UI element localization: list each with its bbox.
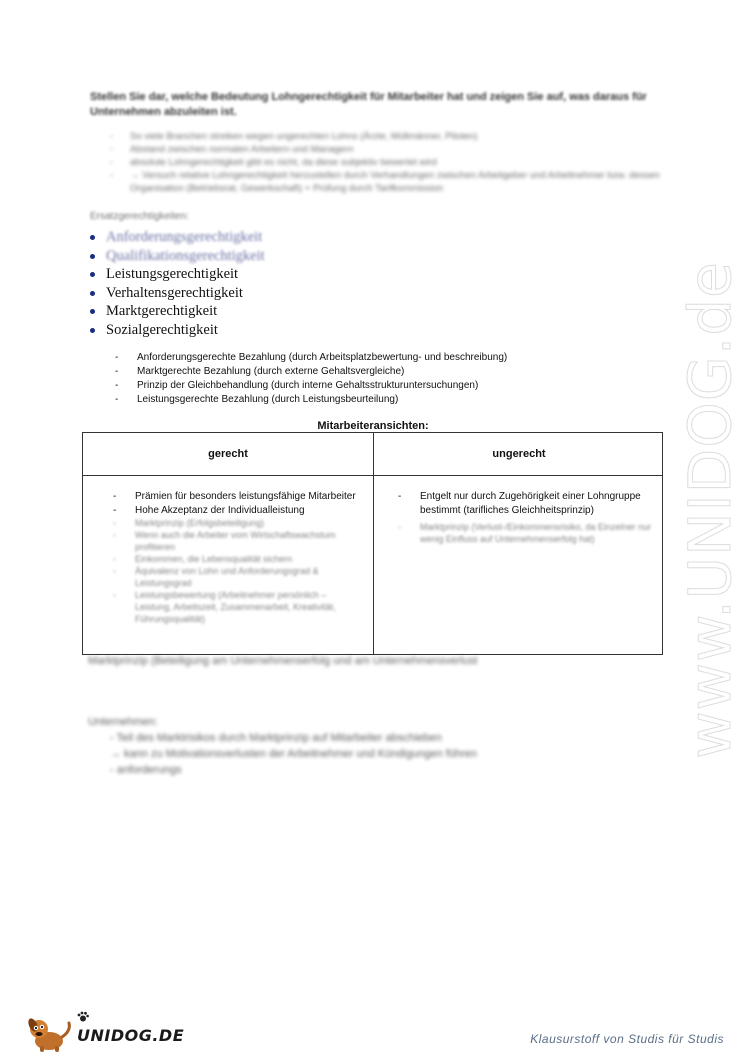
- bullet-item: Leistungsgerechtigkeit: [90, 265, 265, 284]
- table-cell-gerecht: [113, 490, 363, 625]
- list-item: - Wenn auch die Arbeiter vom Wirtschaftswachstum profitieren: [113, 529, 363, 553]
- question-heading: Stellen Sie dar, welche Bedeutung Lohngerechtigkeit für Mitarbeiter hat und zeigen Sie auf, was daraus für Unternehmen abzuleiten ist.: [90, 91, 647, 118]
- bullet-dot-icon: [90, 235, 95, 240]
- unternehmen-points: [110, 730, 630, 778]
- list-item: - Teil des Marktrisikos durch Marktprinzip auf Mitarbeiter abschieben: [110, 732, 442, 744]
- mitarbeiter-table: [82, 432, 663, 655]
- watermark: [625, 261, 750, 759]
- logo-text: UNIDOG.DE: [77, 1026, 185, 1045]
- table-title: Mitarbeiteransichten:: [317, 420, 429, 432]
- bullet-item: Marktgerechtigkeit: [90, 302, 265, 321]
- list-item: - Äquivalenz von Lohn und Anforderungsgrad & Leistungsgrad: [113, 565, 363, 589]
- list-item: - Prämien für besonders leistungsfähige Mitarbeiter: [113, 490, 363, 504]
- bullet-dot-icon: [90, 309, 95, 314]
- bullet-item: Qualifikationsgerechtigkeit: [90, 247, 265, 266]
- table-header-gerecht: gerecht: [208, 448, 248, 460]
- section-label: Ersatzgerechtigkeiten:: [90, 211, 189, 222]
- bezahlung-points: [115, 351, 675, 407]
- footer-slogan: Klausurstoff von Studis für Studis: [530, 1032, 724, 1046]
- bullet-dot-icon: [90, 291, 95, 296]
- list-item: - Anforderungsgerechte Bezahlung (durch Arbeitsplatzbewertung- und beschreibung): [115, 351, 675, 365]
- question-points: [110, 130, 660, 195]
- bullet-item: Anforderungsgerechtigkeit: [90, 228, 265, 247]
- list-item: - → Versuch relative Lohngerechtigkeit herzustellen durch Verhandlungen zwischen Arbeitgeber und Arbeitnehmer bzw. dessen Organisation (Betriebsrat, Gewerkschaft) + Prüfung durch Tarifkommission: [110, 169, 660, 195]
- list-item: - Entgelt nur durch Zugehörigkeit einer Lohngruppe bestimmt (tarifliches Gleichheitsprinzip): [398, 490, 653, 517]
- marktprinzip-line: Marktprinzip (Beteiligung am Unternehmenserfolg und am Unternehmensverlust: [88, 655, 478, 667]
- section-label: Unternehmen:: [88, 716, 158, 728]
- bullet-item: Verhaltensgerechtigkeit: [90, 284, 265, 303]
- table-cell-ungerecht: [398, 490, 653, 545]
- dog-mascot-icon: [25, 1013, 77, 1053]
- list-item: - Hohe Akzeptanz der Individualleistung: [113, 504, 363, 518]
- table-divider: [83, 475, 662, 476]
- list-item: → kann zu Motivationsverlusten der Arbeitnehmer und Kündigungen führen: [110, 748, 477, 760]
- list-item: - So viele Branchen streiken wegen ungerechten Lohns (Ärzte, Müllmänner, Piloten): [110, 130, 660, 143]
- bullet-dot-icon: [90, 328, 95, 333]
- gerechtigkeit-bullets: [90, 228, 265, 339]
- list-item: - Marktgerechte Bezahlung (durch externe Gehaltsvergleiche): [115, 365, 675, 379]
- list-item: - Marktprinzip (Verlust-/Einkommensrisiko, da Einzelner nur wenig Einfluss auf Unternehmenserfolg hat): [398, 521, 653, 545]
- bullet-dot-icon: [90, 254, 95, 259]
- list-item: - absolute Lohngerechtigkeit gibt es nicht, da diese subjektiv bewertet wird: [110, 156, 660, 169]
- watermark-text: www.UNIDOG.de: [676, 261, 744, 759]
- bullet-dot-icon: [90, 272, 95, 277]
- list-item: - Marktprinzip (Erfolgsbeteiligung): [113, 517, 363, 529]
- bullet-item: Sozialgerechtigkeit: [90, 321, 265, 340]
- list-item: - Prinzip der Gleichbehandlung (durch interne Gehaltsstrukturuntersuchungen): [115, 379, 675, 393]
- list-item: - anforderungs: [110, 764, 182, 776]
- list-item: - Leistungsbewertung (Arbeitnehmer persönlich – Leistung, Arbeitszeit, Zusammenarbeit, Kreativität, Führungsqualität): [113, 589, 363, 625]
- list-item: - Einkommen, die Lebensqualität sichern: [113, 553, 363, 565]
- table-header-ungerecht: ungerecht: [492, 448, 546, 460]
- paw-icon: [77, 1011, 89, 1023]
- list-item: - Abstand zwischen normalen Arbeitern und Managern: [110, 143, 660, 156]
- unidog-logo: [25, 1013, 185, 1053]
- table-divider: [373, 433, 374, 654]
- list-item: - Leistungsgerechte Bezahlung (durch Leistungsbeurteilung): [115, 393, 675, 407]
